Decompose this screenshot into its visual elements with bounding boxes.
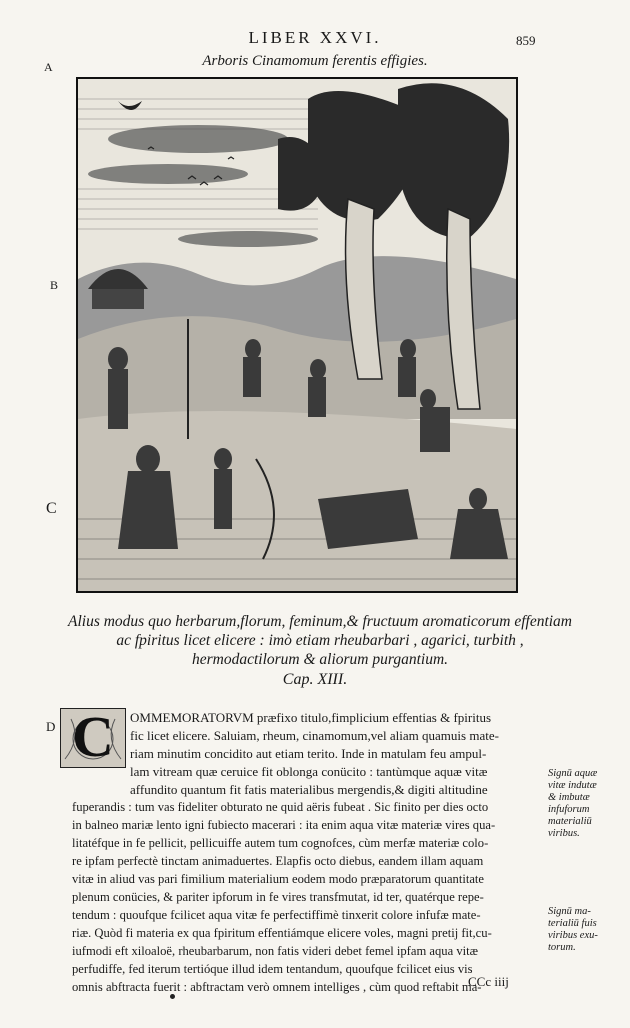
body-line: in balneo mariæ lento igni fubiecto macerari : ita enim aqua vitæ materiæ vires qua- [72,818,496,832]
body-line: fuperandis : tum vas fideliter obturato ne quid aëris fubeat . Sic finito per dies octo [72,800,489,814]
chapter-title-line: ac fpiritus licet elicere : imò etiam rheubarbari , agarici, turbith , [116,632,524,649]
margin-letter-a: A [44,60,53,74]
body-line: fic licet elicere. Saluiam, rheum, cinamomum,vel aliam quamuis mate- [130,728,499,743]
marginal-note-line: torum. [548,942,576,953]
body-line: litatéfque in fe pellicit, pellicuiffe autem tum cognofces, cùm merfæ materiæ colo- [72,836,489,850]
body-line: omnis abftracta fuerit : abftractam verò omnem intelliges , cùm quod reftabit ma- [72,980,482,994]
decorated-initial [60,708,126,768]
chapter-title-line: hermodactilorum & aliorum purgantium. [191,651,449,668]
body-line: tendum : quoufque fcilicet aqua vitæ fe perfectiffimè tinxerit colore infufæ mate- [72,908,481,922]
marginal-note-line: Signū ma- [548,906,591,917]
body-line: plenum conücies, & pariter ipforum in fe vires transfmutat, id ter, quatérque repe- [72,890,484,904]
body-line: OMMEMORATORVM præfixo titulo,fimplicium effentias & fpiritus [130,710,492,725]
body-line: iufmodi eft xiloaloë, rheubarbarum, non fatis videri debet femel ipfam aqua vitæ [72,944,479,958]
figure-caption: Arboris Cinamomum ferentis effigies. [202,53,428,69]
marginal-note [548,906,598,954]
margin-letter-b: B [50,278,59,292]
marginal-note-line: materialiū [548,816,592,827]
body-line: re ipfam perfectè tinctam animaduertes. Elapfis octo diebus, eandem illam aquam [72,854,484,868]
woodcut-illustration [76,77,518,593]
moon-icon [118,101,142,110]
marginal-note-line: vitæ indutæ [548,780,597,791]
body-line: affundito quantum fit fatis materialibus mergendis,& digiti altitudine [130,782,488,797]
running-head: LIBER XXVI. [248,28,382,47]
woodcut-drawing [78,79,516,591]
ink-speck [170,994,175,999]
chapter-title-line: Alius modus quo herbarum,florum, feminum,& fructuum aromaticorum effentiam [67,613,572,630]
marginal-note-line: viribus exu- [548,930,598,941]
marginal-note-line: terialiū fuis [548,918,597,929]
body-line: riæ. Quòd fi materia ex qua fpiritum effentiámque elicere voles, magni pretij fit,cu- [72,926,492,940]
chapter-number: Cap. XIII. [282,671,348,688]
body-line: lam vitream quæ ceruice fit oblonga conücito : tantùmque aquæ vitæ [130,764,488,779]
margin-letter-c: C [46,500,57,517]
marginal-note-line: infuforum [548,804,590,815]
marginal-note-line: Signū aquæ [548,768,598,779]
signature-mark: CCc iiij [468,974,509,989]
marginal-note-line: viribus. [548,828,580,839]
drop-cap-letter: C [72,708,114,768]
margin-letter-d: D [46,719,56,734]
body-line: vitæ in aliud vas pari fimilium materialium eodem modo præparatorum quantitate [72,872,485,886]
page-number: 859 [516,33,536,48]
marginal-note-line: & imbutæ [548,792,590,803]
marginal-note [548,768,597,840]
chapter-title [40,612,600,669]
body-line: riam minutim concidito aut etiam terito. Inde in matulam feu ampul- [130,746,487,761]
body-line: perfudiffe, fed iterum tertióque illud idem tentandum, quoufque fcilicet eius vis [72,962,473,976]
